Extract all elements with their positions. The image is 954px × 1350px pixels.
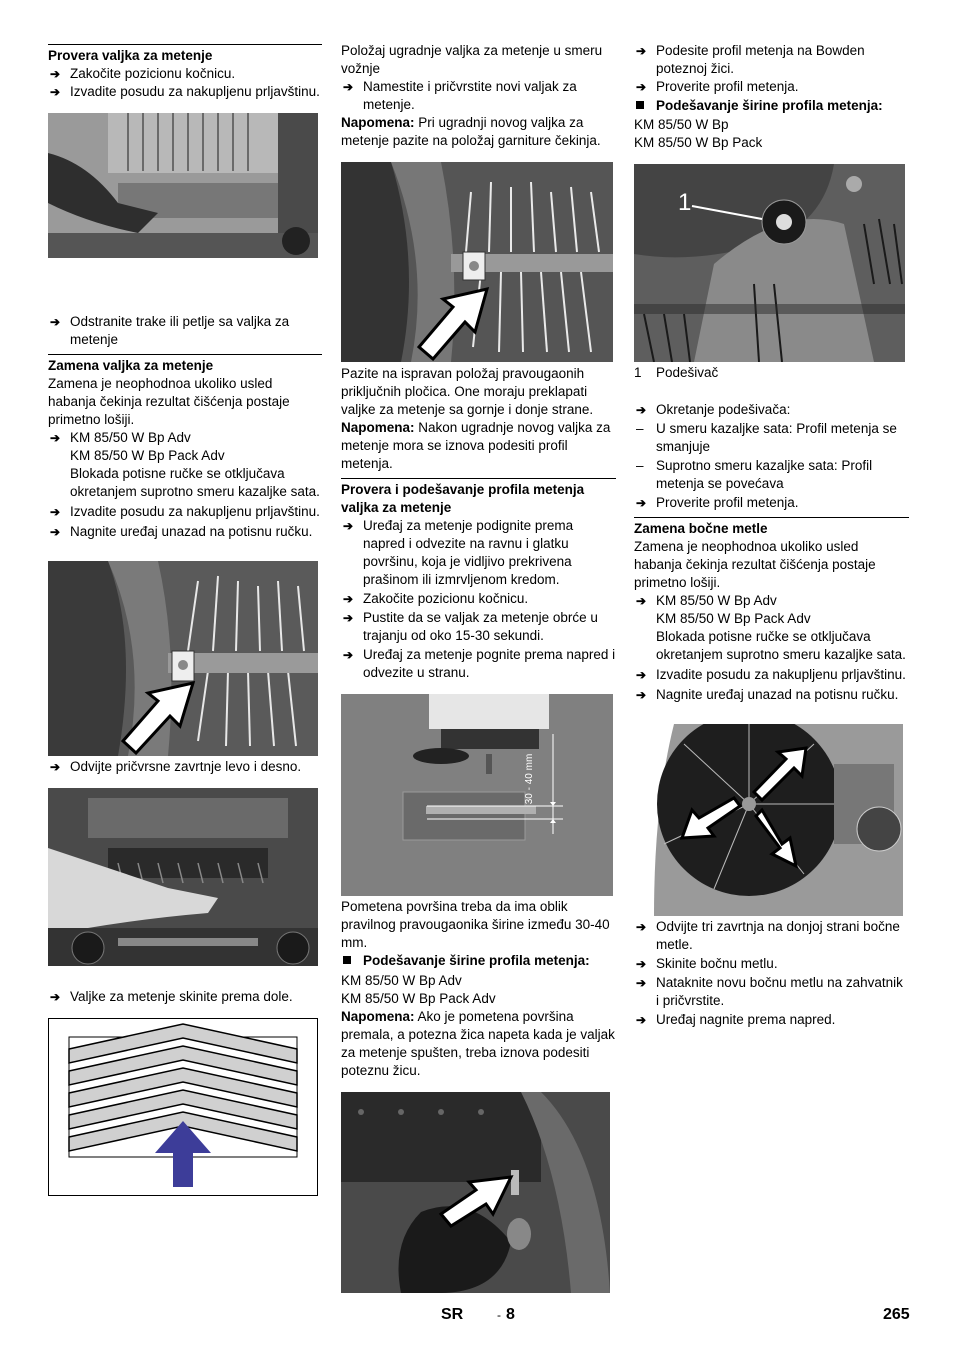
step: ➔ Namestite i pričvrstite novi valjak za metenje. (341, 78, 616, 114)
sub-heading: Podešavanje širine profila metenja: (341, 952, 616, 970)
diagram-bristle-orientation (48, 1018, 318, 1196)
dash-item: – U smeru kazaljke sata: Profil metenja se smanjuje (634, 420, 909, 456)
handle-note: Blokada potisne ručke se otključava okretanjem suprotno smeru kazaljke sata. (656, 629, 906, 662)
step: ➔ Odvijte pričvrsne zavrtnje levo i desno. (48, 758, 322, 776)
note (341, 114, 616, 150)
page-number: 265 (883, 1306, 910, 1323)
dimension-label: 30 - 40 mm (524, 753, 535, 805)
model-line: KM 85/50 W Bp Pack Adv (656, 611, 811, 626)
step: ➔ Izvadite posudu za nakupljenu prljavštinu. (48, 503, 322, 521)
step: ➔ Okretanje podešivača: (634, 401, 909, 419)
footer-language: SR (441, 1306, 464, 1323)
note-label: Napomena: (341, 420, 415, 435)
callout-number: 1 (678, 189, 692, 216)
step: ➔ Proverite profil metenja. (634, 494, 909, 512)
note (341, 419, 616, 473)
paragraph: Pazite na ispravan položaj pravougaonih priključnih pločica. One moraju preklapati valjke za metenje sa gornje i donje strane. (341, 366, 594, 417)
step: ➔ Nagnite uređaj unazad na potisnu ručku. (48, 523, 322, 541)
photo-roller-fastening-screw (48, 561, 318, 756)
step: ➔ Skinite bočnu metlu. (634, 955, 909, 973)
note-text: Pri ugradnji novog valjka za metenje pazite na položaj garniture čekinja. (341, 115, 601, 148)
heading-check-roller: Provera valjka za metenje (48, 44, 322, 65)
photo-remove-dirt-container (48, 113, 318, 258)
model-line: KM 85/50 W Bp Pack Adv (341, 991, 496, 1006)
note-text: Nakon ugradnje novog valjka za metenje mora se iznova podesiti profil metenja. (341, 420, 611, 471)
note (341, 1008, 616, 1080)
footer-separator: - (497, 1308, 501, 1322)
paragraph: Zamena je neophodnoa ukoliko usled habanja čekinja rezultat čišćenja postaje primetno lošiji. (48, 376, 290, 427)
column-1 (48, 40, 322, 1196)
heading-replace-side-brush: Zamena bočne metle (634, 517, 909, 538)
step: ➔ Izvadite posudu za nakupljenu prljavštinu. (634, 666, 909, 684)
handle-note: Blokada potisne ručke se otključava okretanjem suprotno smeru kazaljke sata. (70, 466, 320, 499)
footer-local-page: 8 (506, 1306, 515, 1323)
photo-bowden-cable (341, 1092, 610, 1293)
paragraph: Položaj ugradnje valjka za metenje u smeru vožnje (341, 43, 603, 76)
legend-text: Podešivač (656, 365, 719, 380)
paragraph: Zamena je neophodnoa ukoliko usled habanja čekinja rezultat čišćenja postaje primetno lošiji. (634, 539, 876, 590)
photo-adjuster (634, 164, 905, 362)
step: ➔ Nataknite novu bočnu metlu na zahvatnik i pričvrstite. (634, 974, 909, 1010)
legend-number: 1 (634, 365, 642, 380)
step: ➔ Valjke za metenje skinite prema dole. (48, 988, 322, 1006)
photo-sweep-pattern (341, 694, 613, 896)
model-line: KM 85/50 W Bp Pack Adv (70, 448, 225, 463)
step: ➔ KM 85/50 W Bp Adv (48, 429, 322, 447)
step: ➔ Proverite profil metenja. (634, 78, 909, 96)
model-line: KM 85/50 W Bp Adv (341, 973, 462, 988)
step: ➔ Izvadite posudu za nakupljenu prljavštinu. (48, 83, 322, 101)
note-label: Napomena: (341, 115, 415, 130)
step: ➔ Uređaj nagnite prema napred. (634, 1011, 909, 1029)
photo-remove-rollers (48, 788, 318, 966)
heading-replace-roller: Zamena valjka za metenje (48, 354, 322, 375)
step: ➔ Odvijte tri zavrtnja na donjoj strani bočne metle. (634, 918, 909, 954)
step: ➔ Uređaj za metenje podignite prema napred i odvezite na ravnu i glatku površinu, koja je vidljivo prekrivena prašinom ili izmrvljenom kredom. (341, 517, 616, 589)
step: ➔ Nagnite uređaj unazad na potisnu ručku. (634, 686, 909, 704)
dash-item: – Suprotno smeru kazaljke sata: Profil metenja se povećava (634, 457, 909, 493)
sub-heading: Podešavanje širine profila metenja: (634, 97, 909, 115)
model-line: KM 85/50 W Bp Pack (634, 135, 763, 150)
photo-side-brush (654, 724, 903, 916)
step: ➔ KM 85/50 W Bp Adv (634, 592, 909, 610)
step: ➔ Zakočite pozicionu kočnicu. (341, 590, 616, 608)
step: ➔ Zakočite pozicionu kočnicu. (48, 65, 322, 83)
step: ➔ Podesite profil metenja na Bowden poteznoj žici. (634, 42, 909, 78)
step: ➔ Odstranite trake ili petlje sa valjka za metenje (48, 313, 322, 349)
step: ➔ Pustite da se valjak za metenje obrće u trajanju od oko 15-30 sekundi. (341, 609, 616, 645)
step: ➔ Uređaj za metenje pognite prema napred i odvezite u stranu. (341, 646, 616, 682)
column-2 (341, 40, 616, 1293)
note-text: Ako je pometena površina premala, a potezna žica napeta kada je valjak za metenje spušten, treba iznova podesiti poteznu žicu. (341, 1009, 615, 1078)
legend-row (634, 364, 909, 382)
photo-roller-position (341, 162, 613, 362)
model-line: KM 85/50 W Bp (634, 117, 729, 132)
heading-sweep-profile: Provera i podešavanje profila metenja valjka za metenje (341, 478, 616, 517)
column-3 (634, 40, 909, 1029)
note-label: Napomena: (341, 1009, 415, 1024)
paragraph: Pometena površina treba da ima oblik pravilnog pravougaonika širine između 30-40 mm. (341, 899, 610, 950)
